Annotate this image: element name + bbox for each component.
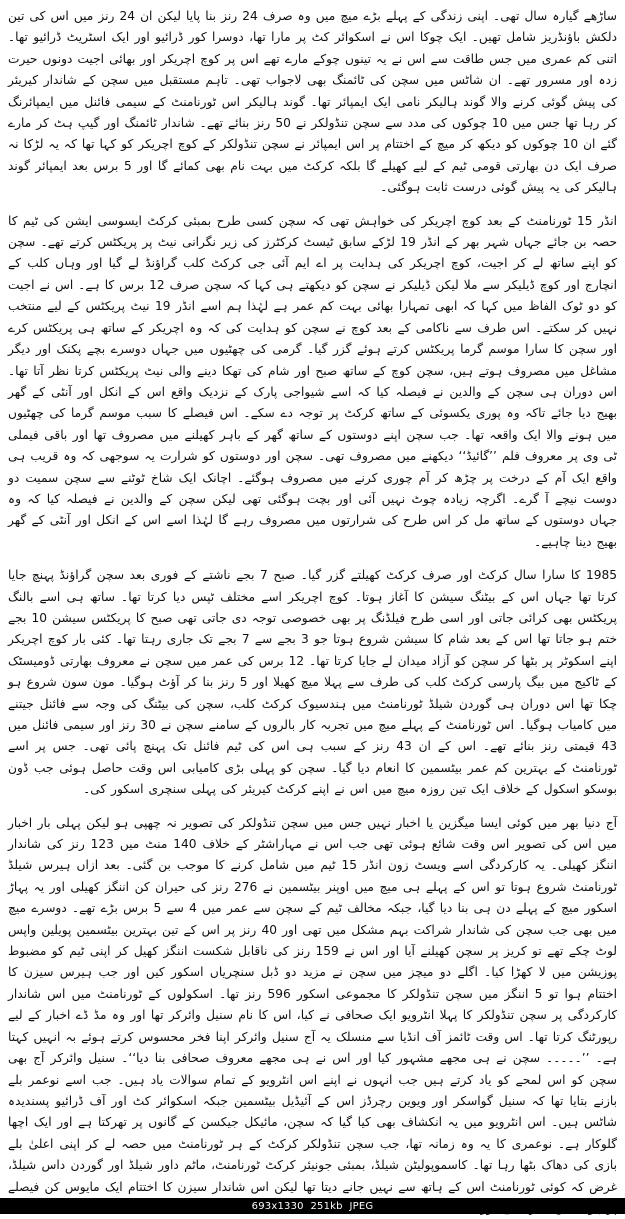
paragraph-3: 1985 کا سارا سال کرکٹ اور صرف کرکٹ کھیلتے گزر گیا۔ صبح 7 بجے ناشتے کے فوری بعد سچن گراؤنڈ پہنچ جایا کرتا تھا جہاں اس کے بیٹنگ سیشن کا آغاز ہوتا۔ کوچ اچریکر اسے مختلف ٹپس دیا کرتا تھا۔ ساتھ ہی اسے بالنگ پریکٹس بھی کرائی جاتی اور اسی طرح فیلڈنگ پر بھی خصوصی توجہ دی جاتی تھی صبح کا پریکٹس سیشن 10 بجے ختم ہو جاتا تھا اس کے بعد شام کا سیشن شروع ہوتا جو 3 بجے سے 7 بجے تک جاری رہتا تھا۔ کئی بار کوچ اچریکر اپنے اسکوٹر پر بٹھا کر سچن کو آزاد میدان لے جایا کرتا تھا۔ 12 برس کی عمر میں سچن نے معروف بھارتی ڈومیسٹک کے ٹاکیج میں بیگ پارسی کرکٹ کلب کی طرف سے پہلا میچ کھیلا اور 5 رنز بنا کر آؤٹ ہوگیا۔ مون سون شروع ہو چکا تھا اس دوران ہی گوردن شیلڈ ٹورنامنٹ میں ہندسیوک کرکٹ کلب، سچن کی بیٹنگ کی وجہ سے فائنل جیتنے میں کامیاب ہوگیا۔ اس ٹورنامنٹ کے پہلے میچ میں تجربہ کار بالروں کے سامنے سچن نے 30 رنز اور سیمی فائنل میں 43 قیمتی رنز بنائے تھے۔ اس کے ان 43 رنز کے سبب ہی اس کی ٹیم فائنل تک پہنچ پائی تھی۔ جس پر اسے ٹورنامنٹ کے بہترین کم عمر بیٹسمین کا انعام دیا گیا۔ سچن کو پہلی بڑی کامیابی اس وقت حاصل ہوئی جب ڈون بوسکو اسکول کے خلاف ایک تین روزہ میچ میں اس نے اپنے کرکٹ کیریئر کی پہلی سنچری اسکور کی۔ bbox=[8, 568, 618, 797]
image-info-text: 693x1330 251kb JPEG bbox=[251, 1200, 374, 1212]
image-info-bar bbox=[0, 1198, 625, 1214]
paragraph-2: انڈر 15 ٹورنامنٹ کے بعد کوچ اچریکر کی خواہش تھی کہ سچن کسی طرح بمبئی کرکٹ ایسوسی ایشن کی ٹیم کا حصہ بن جائے جہاں شہر بھر کے انڈر 19 لڑکے سابق ٹیسٹ کرکٹرز کی زیر نگرانی نیٹ پر پریکٹس کرتے تھے۔ سچن کو اپنے ساتھ لے کر اجیت، کوچ اچریکر کی ہدایت پر اے ایم آئی جی کرکٹ کلب گراؤنڈ لے گیا اور وہاں کلب کے انچارج اور کوچ ڈیلیکر سے ملا لیکن ڈیلیکر نے سچن کو دیکھتے ہی کہا کہ سچن صرف 12 برس کا ہے۔ اس نے اجیت کو دو ٹوک الفاظ میں کہا کہ ابھی تمہارا بھائی بہت کم عمر ہے لہٰذا ہم اسے انڈر 19 نیٹ پریکٹس کے لیے منتخب نہیں کر سکتے۔ اس طرف سے ناکامی کے بعد کوچ نے سچن کو ہدایت کی کہ وہ اچریکر کے ساتھ ہی پریکٹس کرے اور سچن کا سارا موسم گرما پریکٹس کرتے ہوئے گزر گیا۔ گرمی کی چھٹیوں میں جہاں دوسرے بچے پکنک اور دیگر مشاغل میں مصروف ہوتے ہیں، سچن کوچ کے ساتھ صبح اور شام کی تھکا دینے والی نیٹ پریکٹس کرتا نظر آتا تھا۔ اس دوران ہی سچن کے والدین نے فیصلہ کیا کہ اسے شیواجی پارک کے نزدیک واقع اس کے انکل اور آنٹی کے گھر بھیج دیا جائے تاکہ وہ پوری یکسوئی کے ساتھ کرکٹ پر توجہ دے سکے۔ اس فیصلے کا سبب موسم گرما کی چھٹیوں میں ہونے والا ایک واقعہ تھا۔ جب سچن اپنے دوستوں کے ساتھ گھر کے باہر کھیلنے میں مصروف تھا اور باقی فیملی ٹی وی پر معروف فلم ’’گائیڈ‘‘ دیکھنے میں مصروف تھی۔ سچن اور دوستوں کو شرارت یہ سوجھی کہ وہ قریب ہی واقع ایک آم کے درخت پر چڑھ کر آم چوری کرنے میں مصروف ہوگئے۔ اچانک ایک شاخ ٹوٹنے سے سچن سمیت دو دوست نیچے آ گرے۔ اگرچہ زیادہ چوٹ نہیں آئی اور بچت ہوگئی تھی لیکن سچن کے والدین نے فیصلہ کیا کہ وہ جہاں دوستوں کے ساتھ مل کر اس طرح کی شرارتوں میں مصروف رہے گا لہٰذا اسے اس کے انکل اور آنٹی کے گھر بھیج دینا چاہیے۔ bbox=[8, 213, 618, 549]
paragraph-1: ساڑھے گیارہ سال تھی۔ اپنی زندگی کے پہلے بڑے میچ میں وہ صرف 24 رنز بنا پایا لیکن ان 24 رنز میں اس کی تین دلکش باؤنڈریز شامل تھیں۔ ایک چوکا اس نے اسکوائر کٹ پر مارا تھا، دوسرا کور ڈرائیو اور ایک اسٹریٹ ڈرائیو تھا۔ اتنی کم عمری میں جس طاقت سے اس نے یہ تینوں چوکے مارے تھے اس پر کوچ اچریکر اور بھائی اجیت دونوں حیرت زدہ اور مسرور تھے۔ ان شاٹس میں سچن کی ٹائمنگ بھی لاجواب تھی۔ تاہم مستقبل میں سچن کے شاندار کیریئر کی پیش گوئی کرنے والا گوند ہالیکر نامی ایک ایمپائر تھا۔ گوند ہالیکر اس ٹورنامنٹ کے سیمی فائنل میں ایمپائرنگ کر رہا تھا جس میں 10 چوکوں کی مدد سے سچن تنڈولکر نے 50 رنز بنائے تھے۔ شاندار ٹائمنگ اور گیپ ہٹ کر مارے گئے ان 10 چوکوں کو دیکھ کر میچ کے اختتام پر اس ایمپائر نے سچن تنڈولکر کے کوچ اچریکر کو کہا تھا کہ یہ لڑکا نہ صرف ایک دن بھارتی قومی ٹیم کے لیے کھیلے گا بلکہ کرکٹ میں بہت نام بھی کمائے گا اور 5 برس بعد ایمپائر گوند ہالیکر کی یہ پیش گوئی درست ثابت ہوگئی۔ bbox=[8, 9, 617, 195]
article-body bbox=[8, 6, 617, 1194]
paragraph-4: آج دنیا بھر میں کوئی ایسا میگزین یا اخبار نہیں جس میں سچن تنڈولکر کی تصویر نہ چھپی ہو لیکن پہلی بار اخبار میں اس کی تصویر اس وقت شائع ہوئی تھی جب اس نے مہاراشٹر کے خلاف 140 منٹ میں 123 رنز کی شاندار اننگز کھیلی۔ یہ کارکردگی اسے ویسٹ زون انڈر 15 ٹیم میں شامل کرنے کا موجب بن گئی۔ بعد ازاں ہیرس شیلڈ ٹورنامنٹ شروع ہوتا تو اس کے پہلے ہی میچ میں اوپنر بیٹسمین نے 276 رنز کی حیران کن اننگز کھیلی اور یہ پہاڑ اسکور میچ کے پہلے دن ہی بنا دیا گیا، جبکہ مخالف ٹیم کے سچن سے عمر میں 4 سے 5 برس بڑے تھے۔ دوسرے میچ میں بھی جب سچن کی شاندار شراکت بہم مشکل میں تھی اور 40 رنز پر اس کے تین بہترین بیٹسمین پویلین واپس لوٹ چکے تھے تو کریز پر سچن کھیلنے آیا اور اس نے 159 رنز کی ناقابل شکست اننگز کھیل کر اپنی ٹیم کو مضبوط پوزیشن میں لا کھڑا کیا۔ اگلے دو میچز میں سچن نے مزید دو ڈبل سنچریاں اسکور کیں اور جب ہیرس سیزن کا اختتام ہوا تو 5 اننگز میں سچن تنڈولکر کا مجموعی اسکور 596 رنز تھا۔ اسکولوں کے ٹورنامنٹ میں اس شاندار کارکردگی پر سچن تنڈولکر کا پہلا انٹرویو ایک صحافی نے کیا، اس کا نام سنیل وائرکر تھا اور وہ مڈ ڈے اخبار کے لیے رپورٹنگ کرتا تھا۔ اس وقت ٹائمز آف انڈیا سے منسلک یہ آج سنیل وائرکر اپنا فخر محسوس کرتے ہوئے بہ انہیں کہتا ہے۔ ’’۔۔۔۔۔ سچن نے ہی مجھے مشہور کیا اور اس نے ہی مجھے معروف صحافی بنا دیا‘‘۔ سنیل وائرکر آج بھی سچن کو اس لمحے کو یاد کرتے ہیں جب انہوں نے اپنے اس انٹرویو کے تمام سوالات یاد ہیں۔ جب اسے نوعمر بلے بازنے بتایا تھا کہ سنیل گواسکر اور ویوین رچرڈز اس کے آئیڈیل بیٹسمین جبکہ اسکوائر کٹ اور آف ڈرائیو پسندیدہ شاٹس ہیں۔ اس انٹرویو میں یہ انکشاف بھی کیا گیا کہ سچن، مائیکل جیکسن کے گانوں پر تھرکتا ہے اور ایک اچھا گلوکار ہے۔ نوعمری کا یہ وہ زمانہ تھا، جب سچن تنڈولکر کرکٹ کے ہر ٹورنامنٹ میں حصہ لے کر اپنی اعلیٰ بلے بازی کی دھاک بٹھا رہا تھا۔ کاسموپولیٹن شیلڈ، بمبئی جونیئر کرکٹ ٹورنامنٹ، ماٹم داور شیلڈ اور گوردن داس شیلڈ، غرض کہ کوئی ٹورنامنٹ اس کے ہاتھ سے نہیں جانے دیتا تھا لیکن اس شاندار سیزن کا اختتام ایک مایوس کن فیصلے bbox=[8, 815, 617, 1194]
